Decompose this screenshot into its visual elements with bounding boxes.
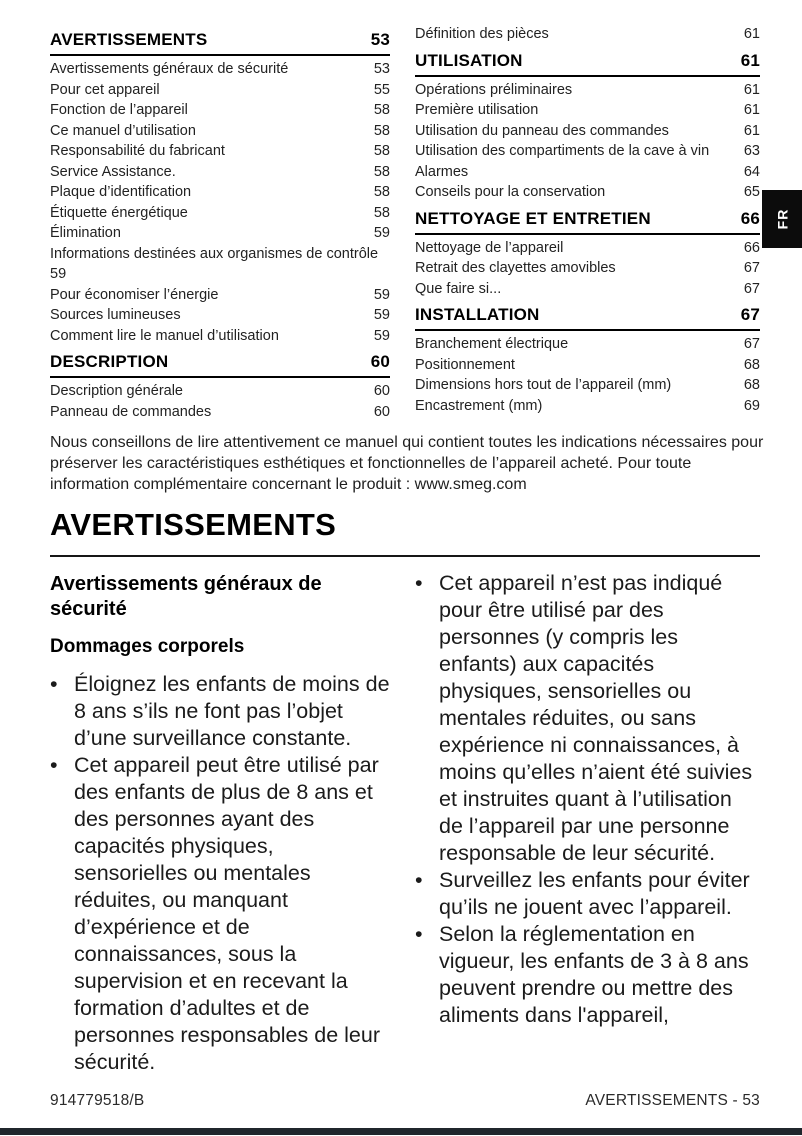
bullet-icon: • [50,753,58,777]
bullet-item [415,867,760,921]
toc-item-row [415,100,760,121]
toc-entry-label: Nettoyage de l’appareil [415,239,564,256]
page-footer [50,1092,760,1110]
toc-entry-label: Avertissements généraux de sécurité [50,61,289,77]
toc-entry-page: 58 [373,143,390,159]
toc-entry-label: Retrait des clayettes amovibles [415,260,616,276]
toc-entry-page: 58 [373,163,390,180]
toc-item-row [415,182,760,203]
toc-entry-page: 69 [743,397,760,414]
toc-section-row [50,27,390,56]
toc-entry-page: 59 [373,225,390,241]
toc-entry-label: Utilisation des compartiments de la cave à vin [415,143,710,159]
toc-item-row [50,381,390,402]
language-tab [762,190,802,248]
toc-item-row [50,326,390,347]
toc-entry-label: Comment lire le manuel d’utilisation [50,327,279,344]
toc-entry-label: Branchement électrique [415,336,569,352]
toc-item-row [50,203,390,224]
body-left-column [50,570,390,1076]
toc-section-row [50,349,390,378]
toc-entry-page: 67 [743,260,760,276]
bullet-icon: • [415,922,423,946]
toc-entry-page: 67 [743,280,760,297]
toc-item-row [415,121,760,142]
toc-entry-label: Fonction de l’appareil [50,102,188,118]
bullet-item [415,921,760,1029]
table-of-contents [50,24,760,422]
toc-item-row [50,162,390,183]
toc-entry-label: Alarmes [415,163,469,180]
toc-entry-page: 58 [373,204,390,221]
toc-right-column [415,24,760,422]
bullet-icon: • [415,571,423,595]
body-right-column [415,570,760,1076]
toc-entry-label: Opérations préliminaires [415,81,573,98]
bullet-text: Éloignez les enfants de moins de 8 ans s’ils ne font pas l’objet d’une surveillance constante. [74,672,390,750]
toc-entry-label: UTILISATION [415,50,523,70]
toc-item-row [50,402,390,423]
toc-entry-label: Utilisation du panneau des commandes [415,122,669,139]
toc-section-row [415,206,760,235]
toc-entry-label: Définition des pièces [415,26,549,42]
toc-entry-page: 61 [743,122,760,139]
toc-entry-label: Description générale [50,383,183,399]
toc-entry-label: Responsabilité du fabricant [50,143,225,159]
section-heading: Avertissements généraux de sécurité [50,573,322,620]
toc-entry-page: 60 [373,383,390,399]
toc-entry-label: Conseils pour la conservation [415,184,606,200]
toc-item-row [50,285,390,306]
toc-entry-page: 53 [370,30,390,49]
toc-entry-label: NETTOYAGE ET ENTRETIEN [415,208,651,228]
toc-entry-page: 59 [50,266,67,282]
toc-item-row [415,162,760,183]
toc-entry-label: AVERTISSEMENTS [50,30,208,49]
toc-entry-page: 61 [743,102,760,118]
toc-entry-label: Plaque d’identification [50,184,192,200]
toc-item-row [50,100,390,121]
toc-entry-page: 66 [743,239,760,256]
toc-item-row [50,182,390,203]
toc-item-row [50,305,390,326]
toc-entry-page: 67 [743,336,760,352]
bullet-text: Surveillez les enfants pour éviter qu’ils ne jouent avec l’appareil. [439,868,750,919]
footer-doc-code: 914779518/B [50,1092,145,1109]
toc-entry-page: 58 [373,102,390,118]
toc-entry-page: 58 [373,184,390,200]
toc-entry-label: DESCRIPTION [50,352,169,371]
toc-item-row [415,238,760,259]
toc-item-row [415,80,760,101]
toc-entry-page: 68 [743,356,760,373]
warnings-body [50,570,760,1076]
toc-section-row [415,48,760,77]
toc-entry-page: 68 [743,377,760,393]
toc-entry-page: 63 [743,143,760,159]
bullet-item [50,752,390,1076]
bullet-item [50,671,390,752]
bullet-list-right [415,570,760,1029]
toc-entry-page: 55 [373,81,390,98]
toc-entry-label: Pour cet appareil [50,81,160,98]
toc-entry-label: Service Assistance. [50,163,176,180]
intro-paragraph: Nous conseillons de lire attentivement ce manuel qui contient toutes les indications nécessaires pour préserver les caractéristiques esthétiques et fonctionnelles de l’appareil acheté. Pour toute information complémentaire concernant le produit : www.smeg.com [50,434,764,493]
toc-section-row [415,302,760,331]
toc-item-row [50,80,390,101]
toc-item-row [415,24,760,45]
subsection-heading: Dommages corporels [50,636,245,657]
bullet-text: Cet appareil n’est pas indiqué pour être utilisé par des personnes (y compris les enfants) aux capacités physiques, sensorielles ou mentales réduites, ou sans expérience ni connaissances, à moins qu’elles n’aient été suivies et instruites quant à l’utilisation de l’appareil par une personne responsable de leur sécurité. [439,571,753,865]
language-tab-label: FR [773,208,790,230]
toc-entry-label: Informations destinées aux organismes de contrôle [50,245,379,262]
toc-entry-page: 60 [370,352,390,371]
toc-entry-label: Ce manuel d’utilisation [50,122,196,139]
toc-entry-page: 61 [740,50,760,70]
toc-entry-label: Encastrement (mm) [415,397,543,414]
toc-entry-page: 59 [373,286,390,303]
toc-item-row [415,375,760,396]
bullet-icon: • [50,672,58,696]
toc-entry-label: Pour économiser l’énergie [50,286,219,303]
toc-entry-label: Dimensions hors tout de l’appareil (mm) [415,377,672,393]
toc-entry-page: 61 [743,81,760,98]
toc-entry-page: 66 [740,208,760,228]
toc-entry-page: 59 [373,307,390,323]
toc-entry-label: Première utilisation [415,102,539,118]
toc-item-row [415,396,760,417]
toc-entry-page: 59 [373,327,390,344]
toc-item-row [50,121,390,142]
toc-left-column [50,24,390,422]
bottom-bar [0,1128,802,1135]
toc-entry-label: Positionnement [415,356,515,373]
toc-entry-page: 67 [740,305,760,324]
toc-entry-label: Étiquette énergétique [50,204,188,221]
toc-entry-page: 60 [373,403,390,420]
toc-item-row [415,258,760,279]
toc-item-row [415,334,760,355]
toc-item-row [50,141,390,162]
toc-entry-label: Élimination [50,225,121,241]
toc-item-row [50,223,390,244]
toc-item-row [415,355,760,376]
toc-entry-label: Panneau de commandes [50,403,212,420]
toc-entry-page: 65 [743,184,760,200]
bullet-text: Selon la réglementation en vigueur, les enfants de 3 à 8 ans peuvent prendre ou mettre des aliments dans l'appareil, [439,922,749,1027]
toc-entry-label: INSTALLATION [415,305,540,324]
toc-item-row [415,141,760,162]
toc-entry-label: Que faire si... [415,280,502,297]
toc-entry-page: 64 [743,163,760,180]
toc-entry-page: 61 [743,26,760,42]
toc-item-row [415,279,760,300]
bullet-list-left [50,671,390,1076]
toc-entry-page: 58 [373,122,390,139]
page-title: AVERTISSEMENTS [50,506,760,557]
bullet-icon: • [415,868,423,892]
toc-item-row [50,244,390,285]
bullet-item [415,570,760,867]
toc-entry-label: Sources lumineuses [50,307,181,323]
bullet-text: Cet appareil peut être utilisé par des enfants de plus de 8 ans et des personnes ayant des capacités physiques, sensorielles ou mentales réduites, ou manquant d’expérience et de connaissances, sous la supervision et en recevant la formation d’adultes et de personnes responsables de leur sécurité. [74,753,380,1074]
toc-entry-page: 53 [373,61,390,77]
toc-item-row [50,59,390,80]
footer-page-label: AVERTISSEMENTS - 53 [585,1092,760,1109]
